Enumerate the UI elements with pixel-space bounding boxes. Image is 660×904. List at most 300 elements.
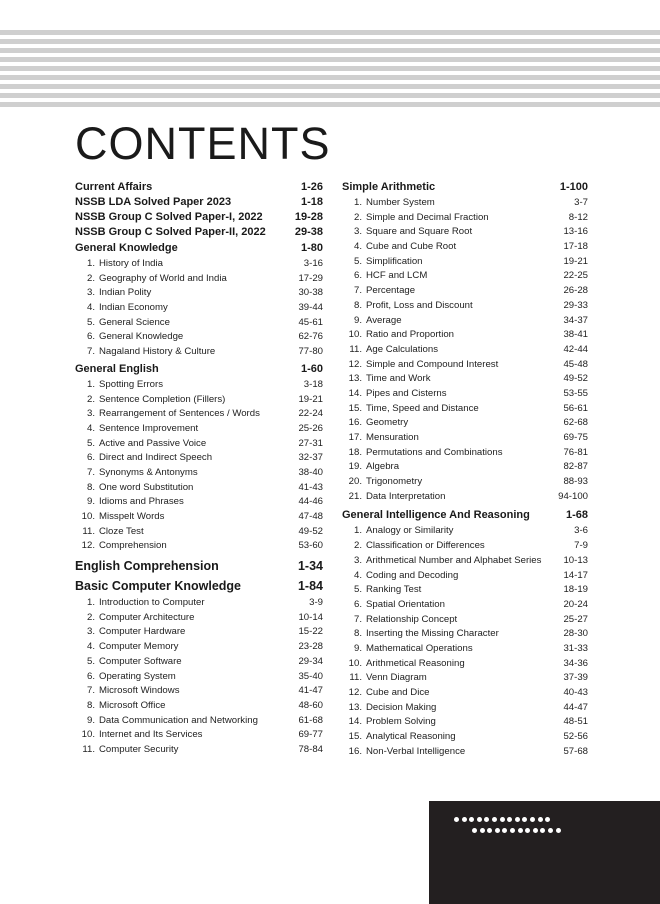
entry-label: Indian Economy bbox=[99, 302, 168, 314]
section-title: Current Affairs bbox=[75, 181, 153, 193]
entry-pages: 22-24 bbox=[298, 408, 323, 420]
entry-pages: 17-18 bbox=[563, 241, 588, 253]
entry-pages: 3-18 bbox=[303, 378, 323, 390]
section-title: General Knowledge bbox=[75, 242, 178, 254]
toc-entry[interactable] bbox=[75, 330, 323, 345]
entry-number: 9. bbox=[353, 314, 362, 326]
entry-label: Misspelt Words bbox=[99, 511, 165, 522]
entry-pages: 14-17 bbox=[563, 569, 588, 581]
section-pages: 1-26 bbox=[300, 181, 323, 193]
section-heading[interactable] bbox=[75, 363, 323, 375]
entry-label: Permutations and Combinations bbox=[366, 446, 503, 458]
toc-entry[interactable] bbox=[75, 437, 323, 452]
entry-number: 6. bbox=[86, 452, 95, 464]
entry-number: 11. bbox=[349, 343, 362, 355]
entry-pages: 49-52 bbox=[298, 525, 323, 537]
toc-entry[interactable] bbox=[75, 316, 323, 331]
entry-number: 7. bbox=[353, 285, 362, 297]
entry-number: 12. bbox=[348, 358, 362, 370]
entry-label: Inserting the Missing Character bbox=[366, 628, 499, 640]
section-heading[interactable] bbox=[342, 509, 588, 521]
toc-entry[interactable] bbox=[75, 714, 323, 729]
entry-pages: 3-6 bbox=[574, 525, 588, 537]
entry-number: 7. bbox=[86, 466, 95, 478]
entry-pages: 38-41 bbox=[563, 329, 588, 341]
toc-entry[interactable] bbox=[342, 387, 588, 402]
entry-pages: 77-80 bbox=[298, 346, 323, 358]
entry-number: 6. bbox=[353, 270, 362, 282]
toc-entry[interactable] bbox=[75, 640, 323, 655]
entry-number: 1. bbox=[353, 525, 362, 537]
entry-label: Cloze Test bbox=[99, 525, 144, 537]
entry-label: Rearrangement of Sentences / Words bbox=[99, 408, 260, 420]
corner-decoration bbox=[429, 801, 660, 904]
toc-entry[interactable] bbox=[75, 481, 323, 496]
entry-pages: 48-51 bbox=[563, 716, 588, 728]
toc-entry[interactable] bbox=[75, 345, 323, 360]
entry-number: 7. bbox=[86, 346, 95, 358]
section-heading[interactable] bbox=[75, 559, 323, 573]
entry-label: Decision Making bbox=[366, 701, 437, 713]
entry-label: Age Calculations bbox=[366, 343, 438, 355]
entry-label: Classification or Differences bbox=[366, 540, 485, 552]
entry-pages: 44-46 bbox=[298, 496, 323, 508]
entry-pages: 3-7 bbox=[574, 197, 588, 208]
entry-number: 15. bbox=[348, 402, 362, 414]
entry-label: Indian Polity bbox=[99, 287, 152, 299]
section-pages: 1-84 bbox=[297, 579, 323, 594]
entry-pages: 7-9 bbox=[574, 540, 588, 552]
entry-label: Ratio and Proportion bbox=[366, 329, 454, 341]
toc-entry[interactable] bbox=[342, 686, 588, 701]
entry-pages: 41-43 bbox=[298, 481, 323, 493]
section-pages: 1-68 bbox=[565, 509, 588, 522]
entry-pages: 53-55 bbox=[563, 387, 588, 399]
entry-number: 8. bbox=[86, 481, 95, 493]
entry-number: 5. bbox=[86, 316, 95, 328]
entry-number: 1. bbox=[86, 597, 95, 609]
entry-label: Sentence Completion (Fillers) bbox=[99, 393, 226, 405]
entry-label: Square and Square Root bbox=[366, 226, 473, 238]
toc-entry[interactable] bbox=[75, 378, 323, 393]
entry-number: 12. bbox=[81, 540, 95, 552]
toc-entry[interactable] bbox=[342, 583, 588, 598]
entry-label: General Knowledge bbox=[99, 331, 184, 343]
entry-label: Microsoft Office bbox=[99, 699, 166, 711]
entry-label: Synonyms & Antonyms bbox=[99, 466, 198, 478]
entry-label: Arithmetical Reasoning bbox=[366, 657, 465, 669]
entry-label: Analytical Reasoning bbox=[366, 731, 456, 743]
entry-pages: 78-84 bbox=[298, 743, 323, 755]
left-column bbox=[75, 181, 323, 758]
toc-entry[interactable] bbox=[342, 269, 588, 284]
section-general-english bbox=[75, 363, 323, 554]
entry-label: Data Communication and Networking bbox=[99, 714, 258, 726]
entry-number: 14. bbox=[348, 387, 362, 399]
entry-number: 19. bbox=[348, 461, 362, 473]
entry-label: Computer Architecture bbox=[99, 611, 195, 623]
toc-entry[interactable] bbox=[342, 358, 588, 373]
entry-number: 10. bbox=[348, 657, 362, 669]
toc-entry[interactable] bbox=[75, 510, 323, 525]
toc-entry[interactable] bbox=[342, 671, 588, 686]
toc-entry[interactable] bbox=[342, 402, 588, 417]
toc-entry[interactable] bbox=[342, 524, 588, 539]
entry-number: 4. bbox=[353, 569, 362, 581]
entry-label: Simplification bbox=[366, 255, 423, 267]
entry-label: Time and Work bbox=[366, 373, 431, 385]
page-title: CONTENTS bbox=[75, 118, 331, 169]
entry-number: 1. bbox=[86, 378, 95, 390]
entry-pages: 37-39 bbox=[563, 672, 588, 684]
toc-entry[interactable] bbox=[75, 495, 323, 510]
toc-entry[interactable] bbox=[342, 554, 588, 569]
entry-number: 13. bbox=[348, 701, 362, 713]
entry-number: 13. bbox=[348, 373, 362, 385]
entry-label: Computer Memory bbox=[99, 641, 179, 653]
entry-number: 9. bbox=[86, 496, 95, 508]
entry-number: 5. bbox=[353, 255, 362, 267]
dot-pattern-icon bbox=[472, 820, 563, 838]
toc-entry[interactable] bbox=[342, 431, 588, 446]
entry-pages: 45-48 bbox=[563, 358, 588, 370]
entry-pages: 40-43 bbox=[563, 687, 588, 698]
toc-entry[interactable] bbox=[342, 284, 588, 299]
section-title: General Intelligence And Reasoning bbox=[342, 509, 530, 522]
entry-number: 4. bbox=[86, 641, 95, 653]
toc-entry[interactable] bbox=[342, 569, 588, 584]
toc-entry[interactable] bbox=[75, 728, 323, 743]
toc-entry[interactable] bbox=[75, 625, 323, 640]
entry-label: Computer Security bbox=[99, 743, 179, 755]
entry-label: Coding and Decoding bbox=[366, 569, 459, 581]
entry-pages: 45-61 bbox=[298, 316, 323, 328]
entry-number: 3. bbox=[86, 287, 95, 299]
toc-entry[interactable] bbox=[75, 393, 323, 408]
entry-pages: 47-48 bbox=[298, 511, 323, 522]
entry-pages: 61-68 bbox=[298, 714, 323, 726]
toc-entry[interactable] bbox=[342, 745, 588, 760]
section-pages: 1-100 bbox=[559, 181, 588, 193]
entry-label: Venn Diagram bbox=[366, 672, 427, 684]
entry-pages: 69-77 bbox=[298, 729, 323, 741]
section-pages: 1-80 bbox=[300, 242, 323, 254]
toc-entry[interactable] bbox=[75, 422, 323, 437]
entry-label: Average bbox=[366, 314, 402, 326]
entry-pages: 10-13 bbox=[563, 554, 588, 566]
entry-pages: 20-24 bbox=[563, 598, 588, 610]
entry-pages: 88-93 bbox=[563, 476, 588, 488]
entry-number: 2. bbox=[86, 611, 95, 623]
entry-pages: 25-27 bbox=[563, 613, 588, 625]
entry-label: Non-Verbal Intelligence bbox=[366, 745, 466, 757]
toc-entry[interactable] bbox=[342, 598, 588, 613]
section-basic-computer bbox=[75, 579, 323, 758]
entry-label: Active and Passive Voice bbox=[99, 437, 207, 449]
entry-pages: 38-40 bbox=[298, 466, 323, 478]
entry-pages: 3-9 bbox=[309, 597, 323, 609]
entry-pages: 52-56 bbox=[563, 731, 588, 743]
section-heading[interactable] bbox=[75, 181, 323, 193]
entry-label: Comprehension bbox=[99, 540, 167, 552]
toc-entry[interactable] bbox=[342, 255, 588, 270]
section-title: NSSB Group C Solved Paper-II, 2022 bbox=[75, 226, 266, 238]
section-pages: 19-28 bbox=[294, 211, 323, 223]
entry-number: 21. bbox=[348, 490, 362, 502]
toc-entry[interactable] bbox=[342, 211, 588, 226]
entry-pages: 25-26 bbox=[298, 422, 323, 434]
entry-label: Spotting Errors bbox=[99, 378, 163, 390]
entry-number: 11. bbox=[82, 743, 95, 755]
entry-pages: 44-47 bbox=[563, 701, 588, 713]
toc-entry[interactable] bbox=[342, 460, 588, 475]
entry-number: 5. bbox=[86, 437, 95, 449]
entry-pages: 42-44 bbox=[563, 343, 588, 355]
entry-pages: 30-38 bbox=[298, 287, 323, 299]
entry-label: Internet and Its Services bbox=[99, 729, 203, 741]
toc-entry[interactable] bbox=[75, 699, 323, 714]
toc-entry[interactable] bbox=[75, 596, 323, 611]
entry-label: Trigonometry bbox=[366, 476, 423, 488]
entry-number: 6. bbox=[86, 331, 95, 343]
top-sections bbox=[75, 181, 323, 238]
entry-pages: 48-60 bbox=[298, 699, 323, 711]
toc-entry[interactable] bbox=[342, 613, 588, 628]
entry-number: 20. bbox=[348, 476, 362, 488]
entry-pages: 13-16 bbox=[563, 226, 588, 238]
entry-pages: 8-12 bbox=[568, 211, 588, 223]
toc-entry[interactable] bbox=[75, 611, 323, 626]
entry-number: 3. bbox=[353, 226, 362, 238]
section-general-knowledge bbox=[75, 242, 323, 360]
entry-pages: 69-75 bbox=[563, 432, 588, 443]
entry-pages: 19-21 bbox=[298, 393, 323, 405]
toc-entry[interactable] bbox=[342, 225, 588, 240]
entry-label: Number System bbox=[366, 197, 435, 208]
entry-number: 1. bbox=[86, 258, 95, 269]
entry-label: Mensuration bbox=[366, 432, 419, 443]
entry-number: 9. bbox=[86, 714, 95, 726]
entry-number: 2. bbox=[86, 272, 95, 284]
entry-pages: 29-34 bbox=[298, 655, 323, 667]
entry-label: Computer Hardware bbox=[99, 626, 186, 638]
entry-pages: 15-22 bbox=[298, 626, 323, 638]
entry-label: Introduction to Computer bbox=[99, 597, 205, 609]
toc-entry[interactable] bbox=[342, 715, 588, 730]
entry-label: Cube and Dice bbox=[366, 687, 430, 698]
entry-pages: 32-37 bbox=[298, 452, 323, 464]
toc-entry[interactable] bbox=[342, 730, 588, 745]
entry-label: Computer Software bbox=[99, 655, 182, 667]
header-stripes bbox=[0, 30, 660, 111]
toc-entry[interactable] bbox=[342, 446, 588, 461]
toc-entry[interactable] bbox=[342, 627, 588, 642]
toc-entry[interactable] bbox=[75, 539, 323, 554]
entry-label: Geography of World and India bbox=[99, 272, 227, 284]
entry-label: Mathematical Operations bbox=[366, 642, 473, 654]
entry-label: Nagaland History & Culture bbox=[99, 346, 216, 358]
entry-pages: 62-68 bbox=[563, 417, 588, 429]
entry-label: Operating System bbox=[99, 670, 176, 682]
entry-number: 4. bbox=[86, 302, 95, 314]
entry-number: 6. bbox=[86, 670, 95, 682]
toc-entry[interactable] bbox=[342, 490, 588, 505]
entry-number: 18. bbox=[348, 446, 362, 458]
entry-number: 8. bbox=[353, 299, 362, 311]
section-heading[interactable] bbox=[342, 181, 588, 193]
toc-entry[interactable] bbox=[342, 328, 588, 343]
entry-label: Spatial Orientation bbox=[366, 598, 445, 610]
toc-entry[interactable] bbox=[75, 466, 323, 481]
entry-label: HCF and LCM bbox=[366, 270, 428, 282]
entry-pages: 56-61 bbox=[563, 402, 588, 414]
entry-number: 5. bbox=[353, 584, 362, 596]
entry-label: Percentage bbox=[366, 285, 416, 297]
entry-pages: 62-76 bbox=[298, 331, 323, 343]
section-pages: 1-60 bbox=[300, 362, 323, 375]
toc-entry[interactable] bbox=[75, 272, 323, 287]
entry-number: 10. bbox=[81, 511, 95, 522]
entry-label: Idioms and Phrases bbox=[99, 496, 184, 508]
entry-number: 3. bbox=[86, 408, 95, 420]
section-simple-arithmetic bbox=[342, 181, 588, 504]
entry-pages: 53-60 bbox=[298, 540, 323, 552]
entry-pages: 28-30 bbox=[563, 628, 588, 640]
section-title: Basic Computer Knowledge bbox=[75, 579, 241, 594]
section-heading[interactable] bbox=[75, 242, 323, 254]
entry-pages: 3-16 bbox=[303, 258, 323, 269]
section-english-comprehension bbox=[75, 559, 323, 573]
entry-label: Algebra bbox=[366, 461, 400, 473]
toc-entry[interactable] bbox=[342, 642, 588, 657]
toc-entry[interactable] bbox=[342, 657, 588, 672]
section-general-intelligence bbox=[342, 509, 588, 759]
toc-entry[interactable] bbox=[342, 240, 588, 255]
toc-entry[interactable] bbox=[75, 286, 323, 301]
entry-label: History of India bbox=[99, 258, 163, 269]
entry-number: 3. bbox=[353, 554, 362, 566]
toc-entry[interactable] bbox=[342, 475, 588, 490]
entry-number: 16. bbox=[348, 745, 362, 757]
entry-label: Sentence Improvement bbox=[99, 422, 199, 434]
entry-pages: 49-52 bbox=[563, 373, 588, 385]
toc-entry[interactable] bbox=[75, 301, 323, 316]
entry-number: 8. bbox=[86, 699, 95, 711]
entry-pages: 26-28 bbox=[563, 285, 588, 297]
entry-pages: 34-37 bbox=[563, 314, 588, 326]
entry-label: Analogy or Similarity bbox=[366, 525, 454, 537]
toc-entry[interactable] bbox=[342, 701, 588, 716]
entry-pages: 18-19 bbox=[563, 584, 588, 596]
toc-entry[interactable] bbox=[342, 196, 588, 211]
section-heading[interactable] bbox=[75, 196, 323, 208]
entry-number: 9. bbox=[353, 642, 362, 654]
entry-pages: 41-47 bbox=[298, 685, 323, 697]
entry-label: Time, Speed and Distance bbox=[366, 402, 479, 414]
entry-pages: 29-33 bbox=[563, 299, 588, 311]
entry-number: 4. bbox=[353, 241, 362, 253]
entry-label: Problem Solving bbox=[366, 716, 436, 728]
entry-number: 3. bbox=[86, 626, 95, 638]
toc-entry[interactable] bbox=[75, 684, 323, 699]
toc-entry[interactable] bbox=[342, 416, 588, 431]
toc-entry[interactable] bbox=[75, 257, 323, 272]
entry-pages: 31-33 bbox=[563, 642, 588, 654]
toc-entry[interactable] bbox=[75, 451, 323, 466]
entry-label: Profit, Loss and Discount bbox=[366, 299, 473, 311]
entry-pages: 22-25 bbox=[563, 270, 588, 282]
section-title: General English bbox=[75, 362, 159, 375]
entry-pages: 76-81 bbox=[563, 446, 588, 458]
entry-label: Direct and Indirect Speech bbox=[99, 452, 213, 464]
entry-number: 15. bbox=[348, 731, 362, 743]
toc-entry[interactable] bbox=[75, 407, 323, 422]
entry-label: One word Substitution bbox=[99, 481, 194, 493]
toc-entry[interactable] bbox=[342, 372, 588, 387]
section-heading[interactable] bbox=[75, 226, 323, 238]
toc-entry[interactable] bbox=[75, 525, 323, 540]
entry-number: 4. bbox=[86, 422, 95, 434]
entry-number: 16. bbox=[348, 417, 362, 429]
section-pages: 29-38 bbox=[294, 226, 323, 238]
toc-entry[interactable] bbox=[342, 539, 588, 554]
section-heading[interactable] bbox=[75, 579, 323, 593]
entry-pages: 23-28 bbox=[298, 641, 323, 653]
entry-label: Relationship Concept bbox=[366, 613, 458, 625]
entry-number: 2. bbox=[86, 393, 95, 405]
toc-entry[interactable] bbox=[342, 343, 588, 358]
entry-label: Ranking Test bbox=[366, 584, 422, 596]
entry-pages: 57-68 bbox=[563, 745, 588, 757]
entry-number: 7. bbox=[86, 685, 95, 697]
entry-number: 10. bbox=[348, 329, 362, 341]
entry-number: 7. bbox=[353, 613, 362, 625]
toc-entry[interactable] bbox=[342, 314, 588, 329]
entry-pages: 10-14 bbox=[298, 611, 323, 623]
entry-number: 8. bbox=[353, 628, 362, 640]
toc-entry[interactable] bbox=[75, 655, 323, 670]
entry-number: 2. bbox=[353, 540, 362, 552]
section-heading[interactable] bbox=[75, 211, 323, 223]
entry-pages: 35-40 bbox=[298, 670, 323, 682]
entry-label: Simple and Decimal Fraction bbox=[366, 211, 489, 223]
entry-label: Geometry bbox=[366, 417, 409, 429]
right-column bbox=[342, 181, 588, 759]
section-title: Simple Arithmetic bbox=[342, 181, 436, 193]
section-pages: 1-18 bbox=[300, 196, 323, 208]
toc-entry[interactable] bbox=[75, 670, 323, 685]
entry-number: 10. bbox=[81, 729, 95, 741]
toc-entry[interactable] bbox=[342, 299, 588, 314]
entry-pages: 34-36 bbox=[563, 657, 588, 669]
entry-label: Microsoft Windows bbox=[99, 685, 180, 697]
entry-number: 12. bbox=[348, 687, 362, 698]
entry-pages: 27-31 bbox=[298, 437, 323, 449]
toc-entry[interactable] bbox=[75, 743, 323, 758]
entry-number: 11. bbox=[349, 672, 362, 684]
entry-number: 14. bbox=[348, 716, 362, 728]
entry-label: Arithmetical Number and Alphabet Series bbox=[366, 554, 542, 566]
entry-pages: 82-87 bbox=[563, 461, 588, 473]
entry-number: 5. bbox=[86, 655, 95, 667]
entry-number: 6. bbox=[353, 598, 362, 610]
entry-pages: 17-29 bbox=[298, 272, 323, 284]
entry-label: Data Interpretation bbox=[366, 490, 446, 502]
entry-label: Cube and Cube Root bbox=[366, 241, 457, 253]
section-title: NSSB Group C Solved Paper-I, 2022 bbox=[75, 211, 263, 223]
entry-label: General Science bbox=[99, 316, 170, 328]
entry-label: Simple and Compound Interest bbox=[366, 358, 499, 370]
